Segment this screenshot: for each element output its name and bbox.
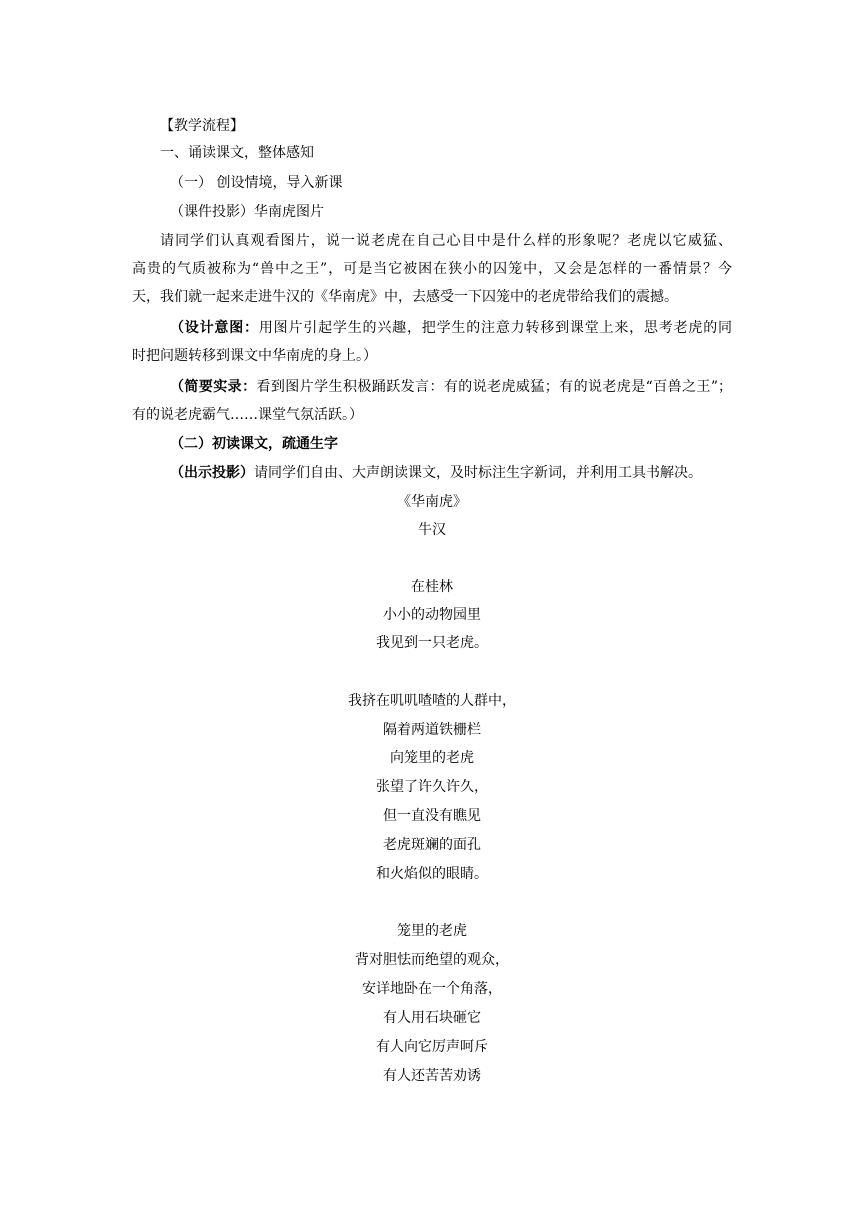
- brief-record-text: 看到图片学生积极踊跃发言：有的说老虎威猛；有的说老虎是“百兽之王”；: [256, 379, 733, 395]
- poem-title: 《华南虎》: [397, 494, 467, 510]
- teaching-process-heading: 【教学流程】: [160, 118, 244, 134]
- poem-line: 在桂林: [411, 579, 453, 595]
- design-intent-text: 用图片引起学生的兴趣，把学生的注意力转移到课堂上来，思考老虎的同: [258, 320, 733, 336]
- brief-record-line-2: 有的说老虎霸气……课堂气氛活跃。）: [132, 407, 363, 423]
- poem-line: 小小的动物园里: [383, 607, 481, 623]
- poem-line: 张望了许久许久，: [376, 779, 488, 795]
- poem-line: 隔着两道铁栅栏: [383, 722, 481, 738]
- show-projection-text: 请同学们自由、大声朗读课文，及时标注生字新词，并利用工具书解决。: [254, 465, 702, 481]
- brief-record-label: （简要实录：: [170, 379, 257, 395]
- design-intent-line-2: 时把问题转移到课文中华南虎的身上。）: [132, 348, 377, 364]
- poem-line: 笼里的老虎: [397, 923, 467, 939]
- subsection-2-title: （二）初读课文，疏通生字: [170, 436, 338, 452]
- poem-line: 背对胆怯而绝望的观众，: [355, 952, 509, 968]
- poem-line: 有人还苦苦劝诱: [383, 1068, 481, 1084]
- intro-paragraph-line-3: 天，我们就一起来走进牛汉的《华南虎》中，去感受一下囚笼中的老虎带给我们的震撼。: [132, 289, 678, 305]
- show-projection-line: [132, 463, 770, 483]
- poem-line: 安详地卧在一个角落，: [362, 981, 502, 997]
- section-1-title: 一、诵读课文，整体感知: [160, 145, 314, 161]
- poem-line: 老虎斑斓的面孔: [383, 837, 481, 853]
- poem-line: 但一直没有瞧见: [383, 808, 481, 824]
- design-intent-label: （设计意图：: [170, 320, 259, 336]
- projection-note: （课件投影）华南虎图片: [170, 204, 324, 220]
- poem-line: 我挤在叽叽喳喳的人群中，: [348, 693, 516, 709]
- brief-record-line-1: [132, 377, 732, 397]
- design-intent-line-1: [132, 318, 732, 338]
- poem-line: 向笼里的老虎: [390, 750, 474, 766]
- show-projection-label: （出示投影）: [170, 465, 254, 481]
- poem-line: 有人用石块砸它: [383, 1010, 481, 1026]
- intro-paragraph-line-2: 高贵的气质被称为“兽中之王”，可是当它被困在狭小的囚笼中，又会是怎样的一番情景？今: [132, 261, 732, 277]
- intro-paragraph-line-1: 请同学们认真观看图片，说一说老虎在自己心目中是什么样的形象呢？老虎以它威猛、: [160, 233, 732, 249]
- poem-line: 和火焰似的眼睛。: [376, 866, 488, 882]
- poem-line: 有人向它厉声呵斥: [376, 1039, 488, 1055]
- subsection-1-title: （一） 创设情境，导入新课: [170, 175, 343, 191]
- poem-line: 我见到一只老虎。: [376, 635, 488, 651]
- poem-author: 牛汉: [418, 522, 446, 538]
